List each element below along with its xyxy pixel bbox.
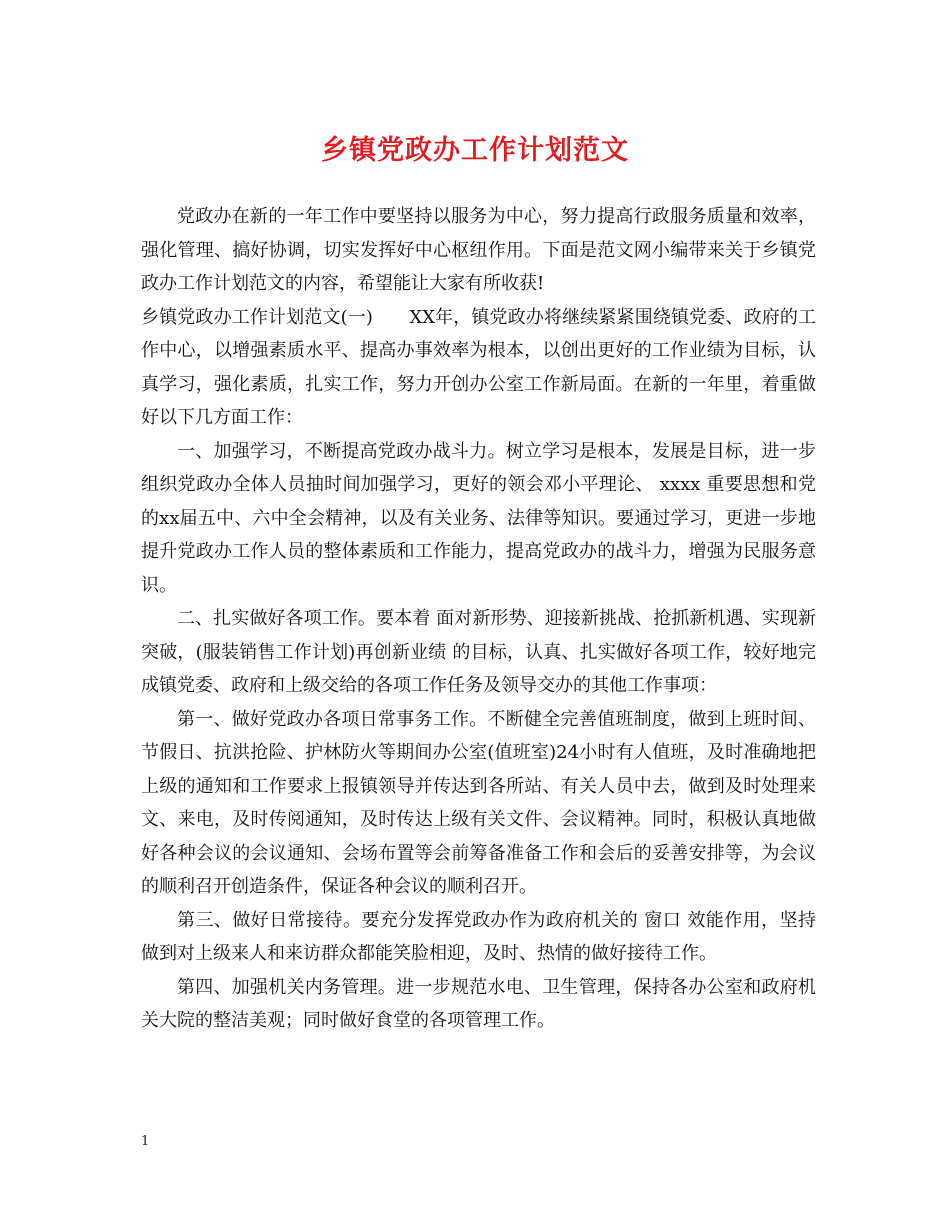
paragraph-section-two: 二、扎实做好各项工作。要本着 面对新形势、迎接新挑战、抢抓新机遇、实现新突破，(服装销售工作计划)再创新业绩 的目标，认真、扎实做好各项工作，较好地完成镇党委、政府和上级交给的各项工作任务及领导交办的其他工作事项： — [141, 608, 816, 696]
paragraph-section-one: 一、加强学习，不断提高党政办战斗力。树立学习是根本，发展是目标，进一步组织党政办全体人员抽时间加强学习，更好的领会邓小平理论、 xxxx 重要思想和党的xx届五中、六中全会精神，以及有关业务、法律等知识。要通过学习，更进一步地提升党政办工作人员的整体素质和工作能力，提高党政办的战斗力，增强为民服务意识。 — [141, 440, 816, 596]
document-title: 乡镇党政办工作计划范文 — [321, 135, 629, 166]
paragraph-item-fourth: 第四、加强机关内务管理。进一步规范水电、卫生管理，保持各办公室和政府机关大院的整洁美观；同时做好食堂的各项管理工作。 — [141, 976, 816, 1031]
paragraph-plan-one: 乡镇党政办工作计划范文(一) XX年，镇党政办将继续紧紧围绕镇党委、政府的工作中心，以增强素质水平、提高办事效率为根本，以创出更好的工作业绩为目标，认真学习，强化素质，扎实工作，努力开创办公室工作新局面。在新的一年里，着重做好以下几方面工作： — [141, 306, 816, 428]
paragraph-item-third: 第三、做好日常接待。要充分发挥党政办作为政府机关的 窗口 效能作用，坚持做到对上级来人和来访群众都能笑脸相迎，及时、热情的做好接待工作。 — [141, 909, 816, 964]
page-number: 1 — [141, 1134, 150, 1149]
paragraph-intro: 党政办在新的一年工作中要坚持以服务为中心，努力提高行政服务质量和效率，强化管理、搞好协调，切实发挥好中心枢纽作用。下面是范文网小编带来关于乡镇党政办工作计划范文的内容，希望能让大家有所收获! — [141, 206, 816, 294]
document-body — [141, 200, 816, 1038]
paragraph-item-first: 第一、做好党政办各项日常事务工作。不断健全完善值班制度，做到上班时间、节假日、抗洪抢险、护林防火等期间办公室(值班室)24小时有人值班，及时准确地把上级的通知和工作要求上报镇领导并传达到各所站、有关人员中去，做到及时处理来文、来电，及时传阅通知，及时传达上级有关文件、会议精神。同时，积极认真地做好各种会议的会议通知、会场布置等会前筹备准备工作和会后的妥善安排等，为会议的顺利召开创造条件，保证各种会议的顺利召开。 — [141, 708, 816, 897]
